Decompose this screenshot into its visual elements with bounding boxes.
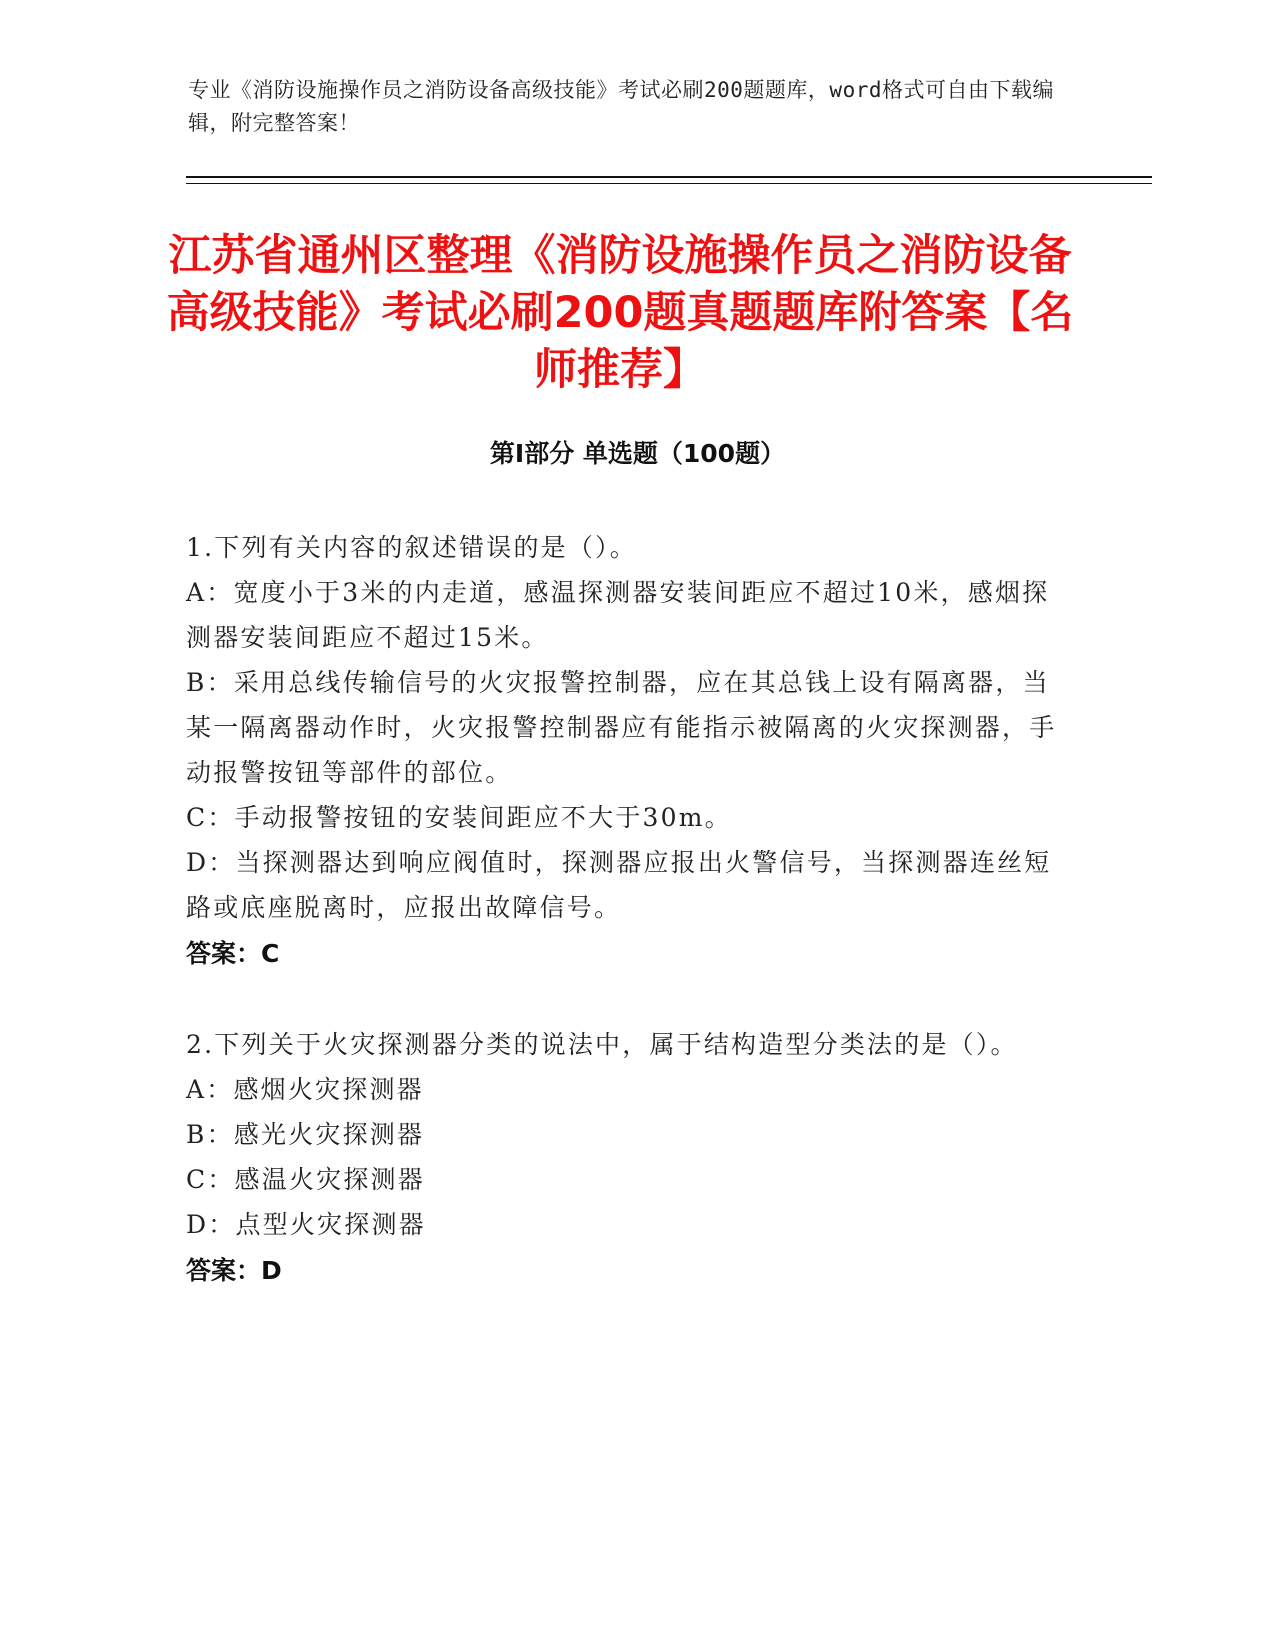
option-b: B：感光火灾探测器 xyxy=(186,1120,425,1149)
option-d: D：点型火灾探测器 xyxy=(186,1210,426,1239)
option-b: B：采用总线传输信号的火灾报警控制器，应在其总钱上设有隔离器，当某一隔离器动作时，火灾报警控制器应有能指示被隔离的火灾探测器，手动报警按钮等部件的部位。 xyxy=(186,668,1057,787)
answer: 答案：C xyxy=(186,939,280,968)
question-2 xyxy=(186,1022,1076,1295)
header-note: 专业《消防设施操作员之消防设备高级技能》考试必刷200题题库，word格式可自由下载编辑，附完整答案！ xyxy=(188,78,1054,135)
option-d: D：当探测器达到响应阀值时，探测器应报出火警信号，当探测器连丝短路或底座脱离时，应报出故障信号。 xyxy=(186,848,1052,922)
option-c: C：感温火灾探测器 xyxy=(186,1165,425,1194)
question-stem: 1.下列有关内容的叙述错误的是（）。 xyxy=(186,533,637,562)
answer: 答案：D xyxy=(186,1256,282,1285)
header-divider-thin xyxy=(186,183,1152,184)
header-divider-thick xyxy=(186,176,1152,178)
question-1 xyxy=(186,525,1076,978)
question-list xyxy=(186,525,1076,1339)
section-heading: 第Ⅰ部分 单选题（100题） xyxy=(489,439,786,468)
option-a: A：宽度小于3米的内走道，感温探测器安装间距应不超过10米，感烟探测器安装间距应不超过15米。 xyxy=(186,578,1050,652)
option-c: C：手动报警按钮的安装间距应不大于30m。 xyxy=(186,803,732,832)
document-title: 江苏省通州区整理《消防设施操作员之消防设备高级技能》考试必刷200题真题题库附答案【名师推荐】 xyxy=(166,231,1074,395)
option-a: A：感烟火灾探测器 xyxy=(186,1075,424,1104)
question-stem: 2.下列关于火灾探测器分类的说法中，属于结构造型分类法的是（）。 xyxy=(186,1030,1018,1059)
